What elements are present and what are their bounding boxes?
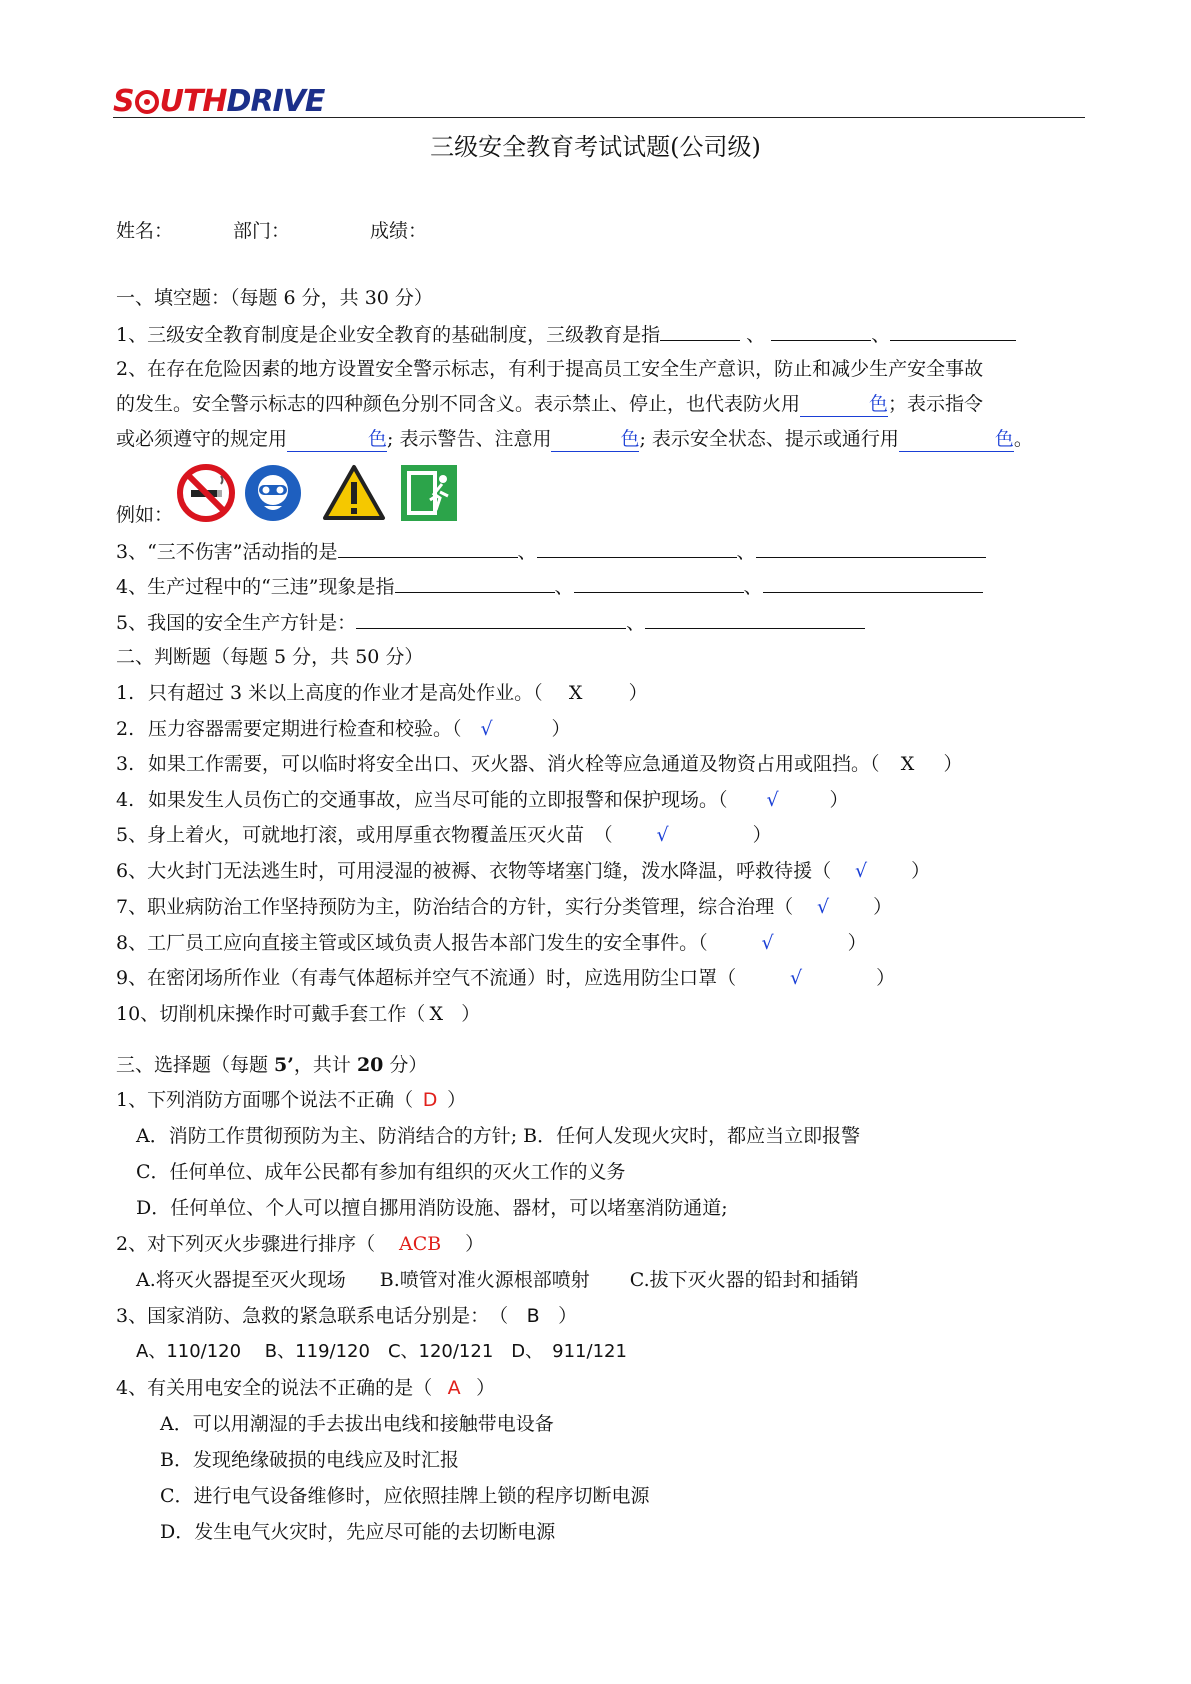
fill-question-2-line3: [116, 427, 1033, 452]
choice-question-2: 2、对下列灭火步骤进行排序（ ACB ）: [116, 1233, 485, 1255]
choice-answer-1[interactable]: D: [422, 1089, 438, 1111]
judge-answer-3[interactable]: X: [900, 753, 915, 775]
judge-answer-8[interactable]: √: [761, 932, 774, 954]
judge-answer-7[interactable]: √: [817, 896, 830, 918]
page-title: 三级安全教育考试试题(公司级): [430, 133, 761, 161]
choice-question-4: 4、有关用电安全的说法不正确的是（ A ）: [116, 1377, 496, 1399]
judge-answer-10[interactable]: X: [429, 1003, 443, 1025]
q2-blank-yellow[interactable]: 色: [551, 427, 639, 452]
q2-line3-text: 或必须遵守的规定用: [116, 428, 288, 450]
judge-question-8: 8、工厂员工应向直接主管或区域负责人报告本部门发生的安全事件。（ √ ）: [116, 932, 867, 954]
example-label: 例如：: [116, 504, 174, 526]
logo-drive: DRIVE: [226, 84, 325, 119]
q2-line2-text: 的发生。安全警示标志的四种颜色分别不同含义。表示禁止、停止，也代表防火用: [116, 393, 801, 415]
judge-question-7: 7、职业病防治工作坚持预防为主，防治结合的方针，实行分类管理，综合治理（ √ ）: [116, 896, 893, 918]
no-smoking-sign-icon: [177, 464, 235, 522]
q5-blank-2[interactable]: [645, 610, 865, 629]
fill-question-3: 3、“三不伤害”活动指的是 、 、: [116, 539, 986, 564]
judge-question-2: 2. 压力容器需要定期进行检查和校验。（ √ ）: [116, 718, 571, 740]
choice-answer-2[interactable]: ACB: [398, 1233, 442, 1255]
dept-label: 部门：: [233, 220, 291, 242]
q4-blank-3[interactable]: [763, 574, 983, 593]
logo-s: S: [113, 84, 134, 119]
q3-blank-1[interactable]: [338, 539, 518, 558]
emergency-exit-sign-icon: [400, 464, 458, 522]
q5-text: 5、我国的安全生产方针是：: [116, 612, 357, 634]
judge-answer-1[interactable]: X: [568, 682, 583, 704]
q4-text: 4、生产过程中的“三违”现象是指: [116, 576, 395, 598]
choice-answer-4[interactable]: A: [447, 1377, 461, 1399]
q1-sep1: 、: [746, 324, 766, 346]
q2-blank-blue[interactable]: 色: [287, 427, 387, 452]
fill-question-2-line2: [116, 392, 983, 417]
q4-option-a: A．可以用潮湿的手去拔出电线和接触带电设备: [160, 1413, 554, 1435]
q1-text: 1、三级安全教育制度是企业安全教育的基础制度，三级教育是指: [116, 324, 661, 346]
fill-question-2-line1: 2、在存在危险因素的地方设置安全警示标志，有利于提高员工安全生产意识，防止和减少生产安全事故: [116, 358, 984, 380]
judge-answer-6[interactable]: √: [855, 860, 868, 882]
logo-uth: UTH: [159, 84, 227, 119]
fill-question-5: 5、我国的安全生产方针是： 、: [116, 610, 865, 635]
q1-option-d: D．任何单位、个人可以擅自挪用消防设施、器材，可以堵塞消防通道;: [136, 1197, 728, 1219]
q5-blank-1[interactable]: [356, 610, 626, 629]
judge-question-4: 4. 如果发生人员伤亡的交通事故，应当尽可能的立即报警和保护现场。（ √ ）: [116, 789, 849, 811]
section3-heading: 三、选择题（每题 5’，共计 20 分）: [116, 1054, 428, 1076]
judge-answer-4[interactable]: √: [766, 789, 779, 811]
q3-options: A、110/120 B、119/120 C、120/121 D、 911/121: [136, 1341, 627, 1362]
q1-option-ab: A．消防工作贯彻预防为主、防消结合的方针; B．任何人发现火灾时，都应当立即报警: [136, 1125, 861, 1147]
q3-blank-2[interactable]: [537, 539, 737, 558]
q2-options: A.将灭火器提至灭火现场 B.喷管对准火源根部喷射 C.拔下灭火器的铅封和插销: [136, 1269, 859, 1291]
q4-blank-1[interactable]: [395, 574, 555, 593]
fill-question-4: 4、生产过程中的“三违”现象是指 、 、: [116, 574, 983, 599]
choice-answer-3[interactable]: B: [526, 1305, 540, 1327]
fill-question-1: [116, 322, 1016, 347]
q1-sep2: 、: [871, 324, 891, 346]
judge-question-3: 3. 如果工作需要，可以临时将安全出口、灭火器、消火栓等应急通道及物资占用或阻挡。（ X ）: [116, 753, 963, 775]
q4-option-b: B．发现绝缘破损的电线应及时汇报: [160, 1449, 459, 1471]
q3-text: 3、“三不伤害”活动指的是: [116, 541, 338, 563]
q4-option-d: D．发生电气火灾时，先应尽可能的去切断电源: [160, 1521, 556, 1543]
q1-option-c: C．任何单位、成年公民都有参加有组织的灭火工作的义务: [136, 1161, 626, 1183]
judge-question-1: 1. 只有超过 3 米以上高度的作业才是高处作业。（ X ）: [116, 682, 648, 704]
q2-line3-end: 。: [1013, 428, 1033, 450]
score-label: 成绩：: [370, 220, 428, 242]
judge-answer-5[interactable]: √: [656, 824, 669, 846]
q2-line3-mid2: ; 表示安全状态、提示或通行用: [639, 428, 899, 450]
q1-blank-3[interactable]: [890, 322, 1016, 341]
choice-question-1: 1、下列消防方面哪个说法不正确（ D ）: [116, 1089, 467, 1111]
judge-question-10: 10、切削机床操作时可戴手套工作（ X ）: [116, 1003, 481, 1025]
section2-heading: 二、判断题（每题 5 分，共 50 分）: [116, 646, 424, 668]
q2-line2-end: ；表示指令: [888, 393, 984, 415]
judge-question-5: 5、身上着火，可就地打滚，或用厚重衣物覆盖压灭火苗 （ √ ）: [116, 824, 772, 846]
choice-question-3: 3、国家消防、急救的紧急联系电话分别是： （ B ）: [116, 1305, 578, 1327]
gear-icon: [135, 90, 159, 114]
section1-heading: 一、填空题：（每题 6 分，共 30 分）: [116, 287, 433, 309]
q2-blank-green[interactable]: 色: [899, 427, 1014, 452]
header-rule: [113, 117, 1085, 118]
name-label: 姓名：: [116, 220, 174, 242]
company-logo: [113, 85, 324, 119]
q4-option-c: C．进行电气设备维修时，应依照挂牌上锁的程序切断电源: [160, 1485, 650, 1507]
q1-blank-2[interactable]: [771, 322, 871, 341]
wear-goggles-sign-icon: [244, 464, 302, 522]
q1-blank-1[interactable]: [660, 322, 740, 341]
warning-triangle-sign-icon: [322, 464, 386, 522]
q2-line3-mid: ; 表示警告、注意用: [387, 428, 552, 450]
q4-blank-2[interactable]: [574, 574, 744, 593]
info-row: [116, 219, 427, 243]
q3-blank-3[interactable]: [756, 539, 986, 558]
judge-answer-9[interactable]: √: [790, 967, 803, 989]
judge-question-6: 6、大火封门无法逃生时，可用浸湿的被褥、衣物等堵塞门缝，泼水降温，呼救待援（ √ ）: [116, 860, 931, 882]
judge-answer-2[interactable]: √: [480, 718, 493, 740]
judge-question-9: 9、在密闭场所作业（有毒气体超标并空气不流通）时，应选用防尘口罩（ √ ）: [116, 967, 896, 989]
q2-blank-red[interactable]: 色: [800, 392, 888, 417]
